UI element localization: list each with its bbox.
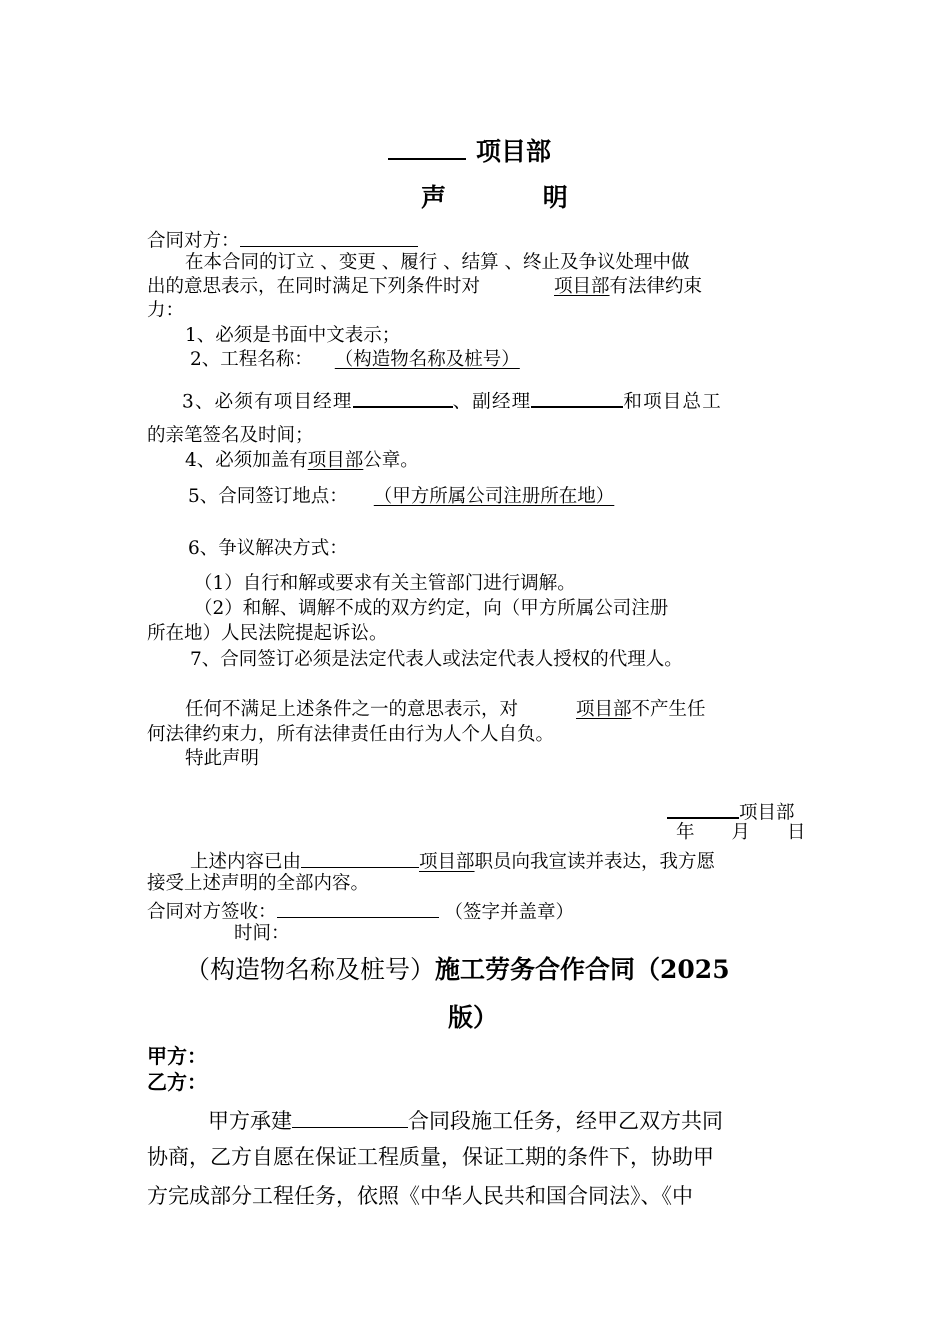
item-5: 5、合同签订地点： （甲方所属公司注册所在地） [188,486,644,508]
item-3-cont: 的亲笔签名及时间； [147,425,314,446]
declaration-title: 声 明 [421,183,612,212]
receipt-blank [277,898,439,918]
intro-line-2: 出的意思表示，在同时满足下列条件时对 项目部有法律约束 [147,276,703,297]
item-6: 6、争议解决方式： [188,538,348,559]
contract-title-line-2: 版） [448,1003,499,1032]
item-6-sub-1: （1）自行和解或要求有关主管部门进行调解。 [194,573,576,594]
header-title: 项目部 [388,133,551,167]
intro-line-1: 在本合同的订立 、变更 、履行 、结算 、终止及争议处理中做 [185,252,690,273]
invalid-line: 任何不满足上述条件之一的意思表示，对 项目部不产生任 [185,699,706,720]
signing-place-value: （甲方所属公司注册所在地） [373,486,615,507]
counterparty-blank [240,227,418,247]
ack-line: 上述内容已由 项目部职员向我宣读并表达，我方愿 [190,848,715,874]
item-2: 2、工程名称： （构造物名称及桩号） [190,349,532,371]
item-3: 3、必须有项目经理 、副经理 和项目总工 [182,387,722,414]
section-blank [292,1106,408,1128]
hereby-declare: 特此声明 [185,748,260,769]
project-dept-underlined-2: 项目部 [576,699,632,720]
party-b: 乙方： [147,1070,207,1094]
signature-date: 年 月 日 [676,822,806,843]
intro-line-3: 力： [147,300,185,321]
deputy-blank [531,387,623,408]
item-6-sub-2: （2）和解、调解不成的双方约定，向（甲方所属公司注册 [194,598,669,619]
sign-dept-blank [667,798,739,819]
ack-line-cont: 接受上述声明的全部内容。 [147,873,370,894]
contract-para-1: 甲方承建 合同段施工任务，经甲乙双方共同 [208,1106,723,1134]
signature-dept: 项目部 [667,798,795,825]
time-line: 时间： [234,923,290,944]
manager-blank [353,387,453,408]
counterparty-line: 合同对方： [147,227,418,253]
item-4: 4、必须加盖有项目部公章。 [185,450,419,471]
item-6-sub-2-cont: 所在地）人民法院提起诉讼。 [147,623,388,644]
project-dept-underlined: 项目部 [554,276,610,297]
item-1: 1、必须是书面中文表示； [185,325,401,346]
contract-title: （构造物名称及桩号）施工劳务合作合同（2025 [185,955,730,984]
party-a: 甲方： [147,1044,207,1068]
project-name-blank [388,133,466,160]
contract-para-1-line-3: 方完成部分工程任务，依照《中华人民共和国合同法》、《中 [147,1184,693,1208]
ack-blank [301,848,419,868]
project-name-value: （构造物名称及桩号） [334,349,520,370]
invalid-line-cont: 何法律约束力，所有法律责任由行为人个人自负。 [147,724,555,745]
contract-para-1-line-2: 协商，乙方自愿在保证工程质量，保证工期的条件下，协助甲 [147,1145,714,1169]
item-7: 7、合同签订必须是法定代表人或法定代表人授权的代理人。 [190,649,683,670]
receipt-line: 合同对方签收： （签字并盖章） [147,898,574,924]
